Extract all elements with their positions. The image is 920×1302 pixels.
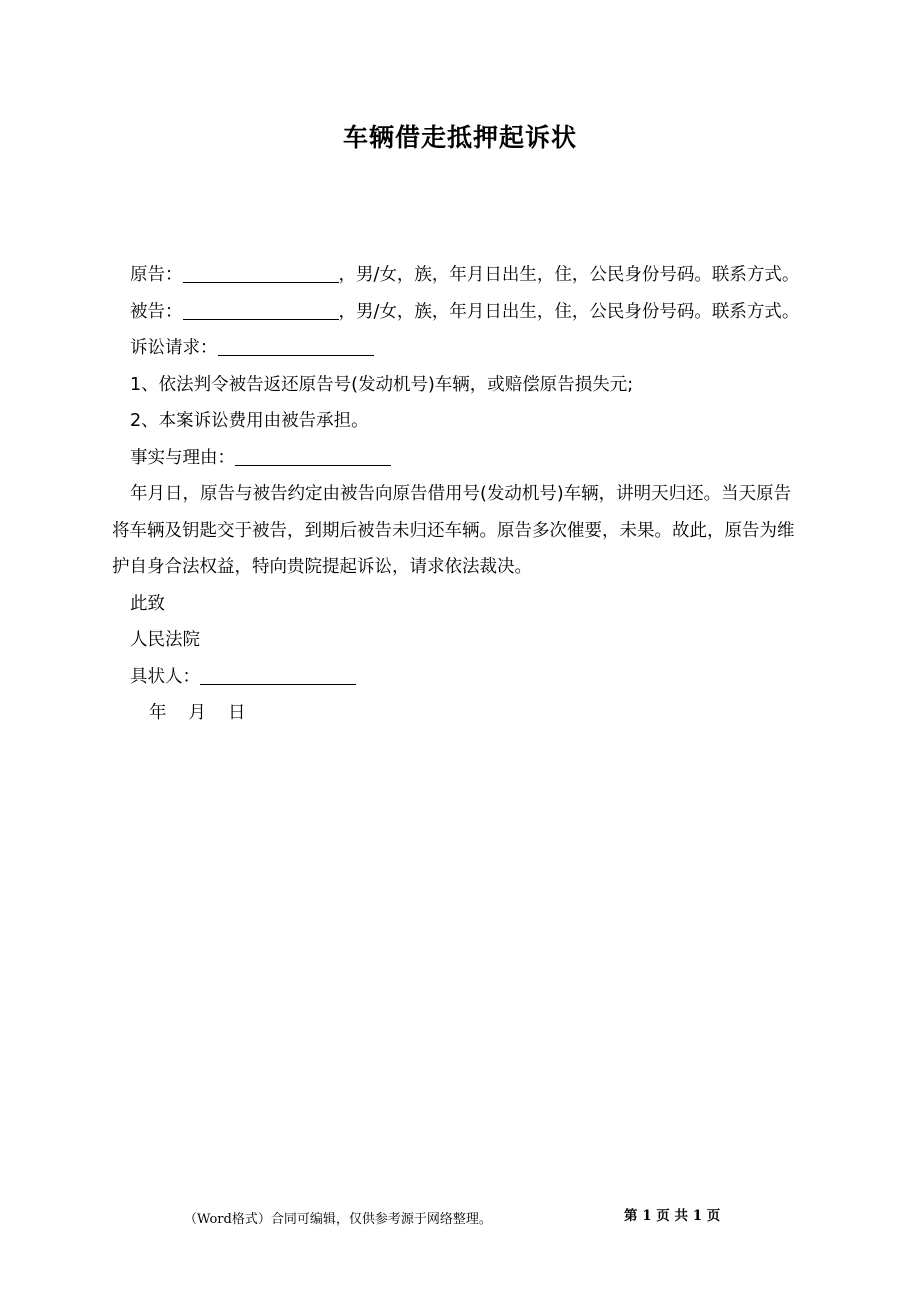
defendant-details: ，男/女，族，年月日出生，住，公民身份号码。联系方式。 bbox=[338, 301, 800, 322]
facts-label: 事实与理由： bbox=[130, 447, 235, 468]
plaintiff-details: ，男/女，族，年月日出生，住，公民身份号码。联系方式。 bbox=[338, 265, 800, 285]
plaintiff-name-blank bbox=[183, 262, 339, 283]
plaintiff-label: 原告： bbox=[130, 265, 183, 285]
document-body bbox=[112, 257, 800, 732]
facts-blank bbox=[235, 445, 391, 466]
footer-note: （Word格式）合同可编辑，仅供参考源于网络整理。 bbox=[184, 1212, 492, 1227]
defendant-paragraph bbox=[112, 294, 800, 331]
claims-blank bbox=[218, 335, 374, 356]
claims-heading bbox=[112, 330, 800, 367]
court-name: 人民法院 bbox=[130, 630, 200, 650]
defendant-label: 被告： bbox=[130, 301, 183, 322]
page-number: 第 1 页 共 1 页 bbox=[624, 1208, 721, 1224]
date-line bbox=[112, 695, 800, 732]
date-day: 日 bbox=[228, 703, 246, 723]
facts-heading bbox=[112, 440, 800, 477]
plaintiff-paragraph bbox=[112, 257, 800, 294]
date-year: 年 bbox=[149, 703, 167, 723]
signer-blank bbox=[200, 664, 356, 685]
closing-salutation: 此致 bbox=[130, 593, 165, 614]
document-title: 车辆借走抵押起诉状 bbox=[342, 123, 577, 152]
claims-label: 诉讼请求： bbox=[130, 338, 218, 358]
signer-label: 具状人： bbox=[130, 666, 200, 687]
defendant-name-blank bbox=[183, 299, 339, 320]
claim-item-1: 1、依法判令被告返还原告号(发动机号)车辆，或赔偿原告损失元; bbox=[130, 374, 634, 395]
signer-line bbox=[112, 659, 800, 696]
claim-item-2: 2、本案诉讼费用由被告承担。 bbox=[130, 411, 369, 431]
facts-paragraph: 年月日，原告与被告约定由被告向原告借用号(发动机号)车辆，讲明天归还。当天原告将车辆及钥匙交于被告，到期后被告未归还车辆。原告多次催要，未果。故此，原告为维护自身合法权益，特向贵院提起诉讼，请求依法裁决。 bbox=[112, 484, 795, 577]
date-month: 月 bbox=[188, 703, 206, 723]
